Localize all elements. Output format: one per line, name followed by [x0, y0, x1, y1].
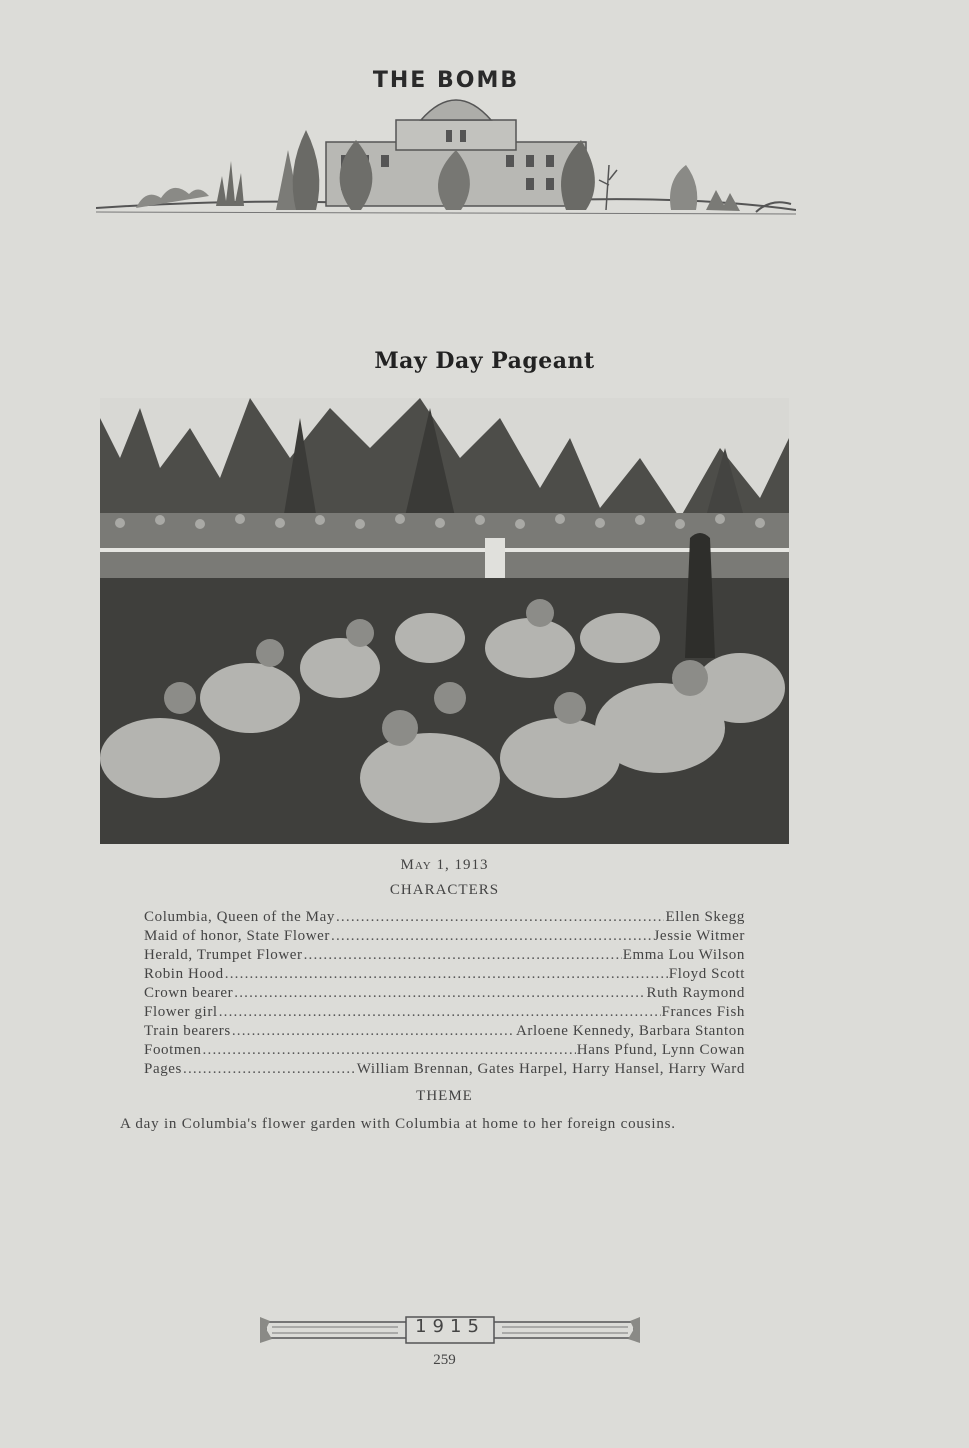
cast-name: Floyd Scott — [668, 966, 745, 982]
cast-name: Arloene Kennedy, Barbara Stanton — [516, 1023, 745, 1039]
pageant-photo — [100, 398, 789, 844]
header-banner — [96, 60, 796, 220]
leader-dots — [336, 909, 665, 926]
theme-heading: THEME — [416, 1088, 473, 1104]
pageant-date — [0, 857, 889, 874]
cast-row — [144, 1004, 745, 1023]
cast-role: Crown bearer — [144, 985, 234, 1001]
cast-name: William Brennan, Gates Harpel, Harry Hansel, Harry Ward — [356, 1061, 745, 1077]
leader-dots — [331, 928, 653, 945]
cast-name: Ruth Raymond — [646, 985, 745, 1001]
cast-role: Pages — [144, 1061, 182, 1077]
cast-role: Train bearers — [144, 1023, 231, 1039]
cast-row — [144, 928, 745, 947]
leader-dots — [234, 985, 645, 1002]
date-month: May — [400, 857, 432, 873]
leader-dots — [225, 966, 668, 983]
cast-row — [144, 909, 745, 928]
cast-name: Jessie Witmer — [653, 928, 745, 944]
cast-role: Flower girl — [144, 1004, 218, 1020]
cast-role: Herald, Trumpet Flower — [144, 947, 303, 963]
cast-list — [144, 909, 745, 1080]
leader-dots — [183, 1061, 356, 1078]
page-title: May Day Pageant — [374, 348, 595, 374]
characters-heading: CHARACTERS — [389, 882, 500, 898]
cast-row — [144, 985, 745, 1004]
cast-row — [144, 1042, 745, 1061]
leader-dots — [219, 1004, 661, 1021]
leader-dots — [304, 947, 622, 964]
cast-name: Frances Fish — [661, 1004, 745, 1020]
date-rest: 1, 1913 — [431, 857, 489, 873]
leader-dots — [232, 1023, 515, 1040]
year-label: 1915 — [415, 1316, 485, 1337]
cast-row — [144, 966, 745, 985]
leader-dots — [203, 1042, 576, 1059]
cast-role: Footmen — [144, 1042, 202, 1058]
page-number: 259 — [433, 1352, 456, 1368]
cast-role: Columbia, Queen of the May — [144, 909, 335, 925]
cast-name: Emma Lou Wilson — [622, 947, 745, 963]
photograph-icon — [100, 398, 789, 844]
theme-paragraph: A day in Columbia's flower garden with Columbia at home to her foreign cousins. — [120, 1116, 676, 1132]
cast-role: Robin Hood — [144, 966, 224, 982]
cast-role: Maid of honor, State Flower — [144, 928, 330, 944]
cast-row — [144, 1061, 745, 1080]
cast-row — [144, 947, 745, 966]
cast-row — [144, 1023, 745, 1042]
cast-name: Hans Pfund, Lynn Cowan — [576, 1042, 745, 1058]
cast-name: Ellen Skegg — [665, 909, 745, 925]
banner-title: THE BOMB — [372, 68, 520, 93]
